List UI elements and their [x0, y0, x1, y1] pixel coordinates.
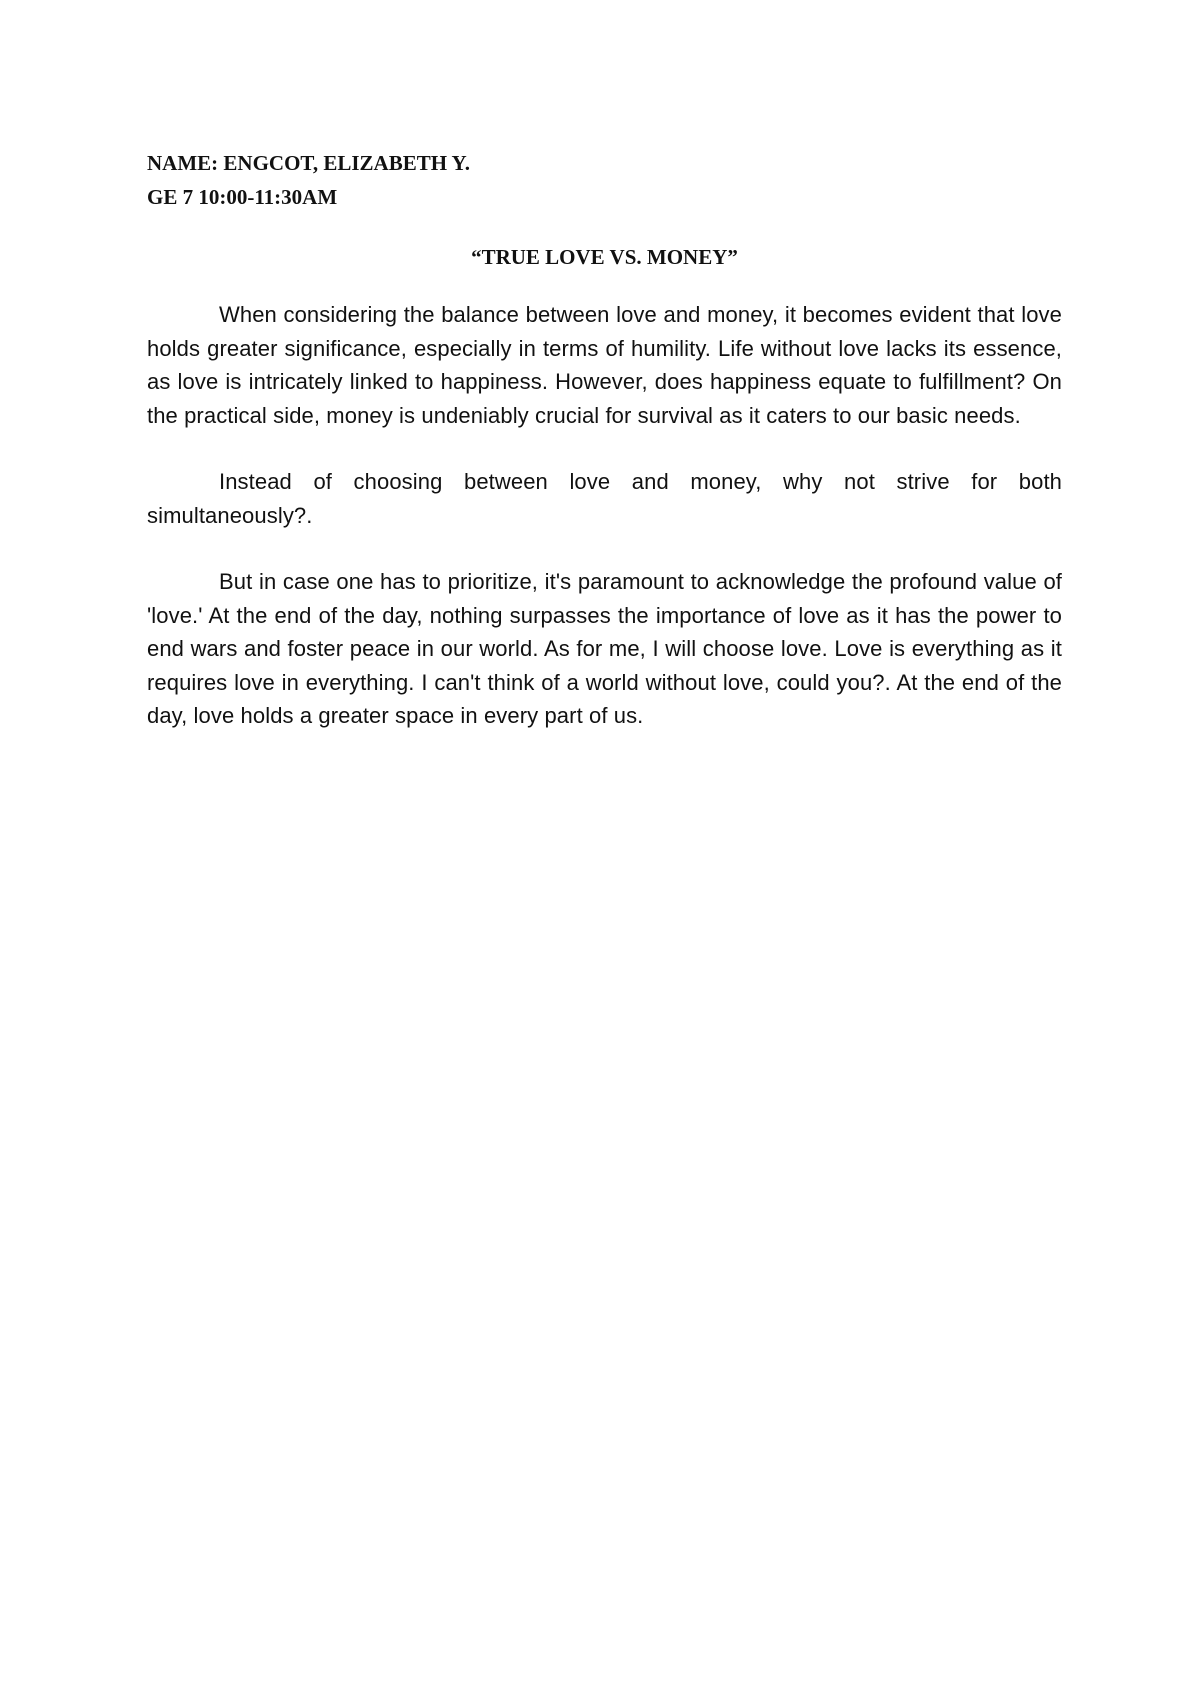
document-page	[147, 146, 1062, 766]
essay-title: “TRUE LOVE VS. MONEY”	[471, 245, 738, 269]
student-name: NAME: ENGCOT, ELIZABETH Y.	[147, 151, 471, 175]
essay-paragraph-2: Instead of choosing between love and money, why not strive for both simultaneously?.	[147, 469, 1062, 528]
essay-paragraph-3: But in case one has to prioritize, it's paramount to acknowledge the profound value of 'love.' At the end of the day, nothing surpasses the importance of love as it has the power to end wars and foster peace in our world. As for me, I will choose love. Love is everything as it requires love in everything. I can't think of a world without love, could you?. At the end of the day, love holds a greater space in every part of us.	[147, 569, 1062, 728]
class-schedule: GE 7 10:00-11:30AM	[147, 185, 338, 209]
essay-paragraph-1: When considering the balance between love and money, it becomes evident that love holds greater significance, especially in terms of humility. Life without love lacks its essence, as love is intricately linked to happiness. However, does happiness equate to fulfillment? On the practical side, money is undeniably crucial for survival as it caters to our basic needs.	[147, 302, 1062, 428]
